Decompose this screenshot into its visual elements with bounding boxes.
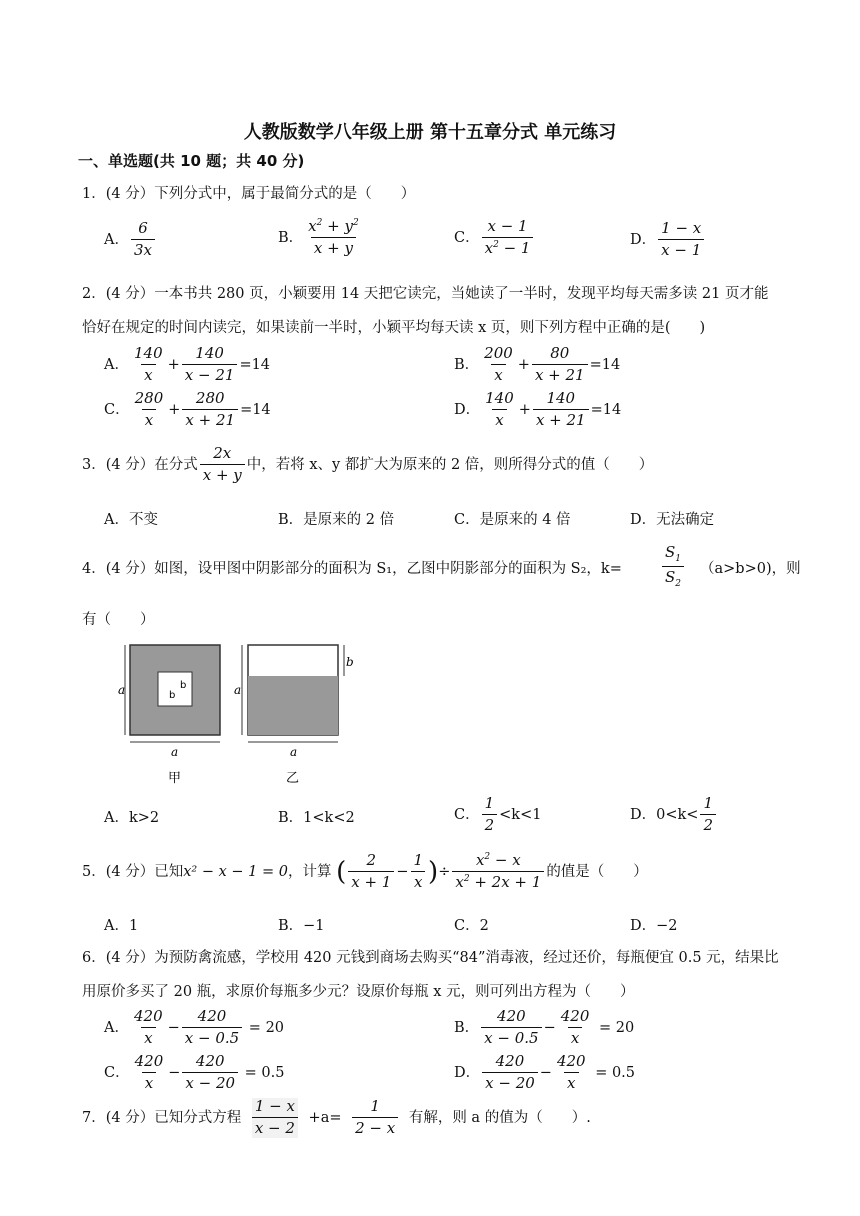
question-2-line1: 2．(4 分）一本书共 280 页，小颖要用 14 天把它读完，当她读了一半时，发现平均每天需多读 21 页才能 [82, 286, 769, 302]
question-4-line2: 有（ ） [82, 612, 155, 628]
q6-option-c: C． $\frac{420}{x}$ − $\frac{420}{x - 20}$ = 0.5 [104, 1052, 285, 1093]
question-6-line2: 用原价多买了 20 瓶，求原价每瓶多少元？设原价每瓶 x 元，则可列出方程为（ ） [82, 984, 635, 1000]
jia-caption: 甲 [168, 771, 182, 786]
q4-option-a: A．k>2 [104, 810, 160, 826]
q6-option-a: A． $\frac{420}{x}$ − $\frac{420}{x - 0.5}$ = 20 [104, 1007, 285, 1048]
q1-option-d: D． $\frac{1 - x}{x - 1}$ [630, 220, 706, 260]
question-6-line1: 6．(4 分）为预防禽流感，学校用 420 元钱到商场去购买“84”消毒液，经过还价，每瓶便宜 0.5 元，结果比 [82, 950, 779, 966]
yi-label-b: b [346, 655, 354, 669]
q4-figure [120, 640, 380, 790]
page-title: 人教版数学八年级上册 第十五章分式 单元练习 [243, 122, 617, 143]
q4-option-d: D．0<k< $\frac{1}{2}$ [630, 795, 718, 835]
q4-condition: （a>b>0)，则 [700, 561, 801, 577]
q1-option-a: A． $\frac{6}{3x}$ [104, 220, 157, 260]
q5-option-c: C．2 [454, 918, 489, 934]
question-4-line1: 4．(4 分）如图，设甲图中阴影部分的面积为 S₁，乙图中阴影部分的面积为 S₂，k= [82, 561, 622, 577]
question-3-stem: 3．(4 分）在分式 $\frac{2x}{x + y}$ 中，若将 x、y 都扩大为原来的 2 倍，则所得分式的值（ ） [82, 444, 654, 485]
q4-option-b: B．1<k<2 [278, 810, 355, 826]
question-1-stem: 1．(4 分）下列分式中，属于最简分式的是（ ） [82, 186, 416, 202]
yi-caption: 乙 [286, 771, 300, 786]
q3-option-c: C．是原来的 4 倍 [454, 512, 571, 528]
yi-label-a-vertical: a [234, 683, 242, 697]
jia-label-b-left: b [169, 690, 176, 701]
q2-option-b: B． $\frac{200}{x}$ + $\frac{80}{x + 21}$ =14 [454, 344, 621, 385]
yi-shaded-region [248, 676, 338, 735]
section-heading: 一、单选题(共 10 题；共 40 分) [78, 152, 305, 170]
q5-option-a: A．1 [104, 918, 139, 934]
question-2-line2: 恰好在规定的时间内读完，如果读前一半时，小颖平均每天读 x 页，则下列方程中正确的是( ) [82, 320, 706, 336]
q1-option-b: B． $\frac{x^2 + y^2}{x + y}$ [278, 217, 359, 258]
q3-option-b: B．是原来的 2 倍 [278, 512, 395, 528]
q6-option-d: D． $\frac{420}{x - 20}$ − $\frac{420}{x}$ = 0.5 [454, 1052, 636, 1093]
q4-option-c: C． $\frac{1}{2}$ <k<1 [454, 794, 542, 835]
yi-label-a-horizontal: a [290, 745, 298, 759]
jia-label-b-right: b [180, 680, 187, 691]
q1-option-c: C． $\frac{x - 1}{x^2 - 1}$ [454, 218, 535, 258]
q5-option-b: B．−1 [278, 918, 325, 934]
question-5-stem: 5．(4 分）已知x² − x − 1 = 0，计算 ( $\frac{2}{x + 1}$ − $\frac{1}{x}$ )÷ $\frac{x^2 - x}{x^2 + 2x + 1}$ 的值是（ ） [82, 851, 648, 892]
jia-label-a-horizontal: a [171, 745, 179, 759]
q6-option-b: B． $\frac{420}{x - 0.5}$ − $\frac{420}{x}$ = 20 [454, 1007, 635, 1048]
q4-k-fraction: $\frac{S_1}{S_2}$ [660, 544, 686, 590]
q2-option-d: D． $\frac{140}{x}$ + $\frac{140}{x + 21}$ =14 [454, 389, 622, 430]
q3-option-d: D．无法确定 [630, 512, 715, 528]
q2-option-a: A． $\frac{140}{x}$ + $\frac{140}{x - 21}$ =14 [104, 344, 271, 385]
jia-label-a-vertical: a [118, 683, 126, 697]
question-7-stem: 7．(4 分）已知分式方程 $\frac{1 - x}{x - 2}$ +a= $\frac{1}{2 - x}$ 有解，则 a 的值为（ ）. [82, 1097, 591, 1138]
q3-option-a: A．不变 [104, 512, 158, 528]
q5-option-d: D．−2 [630, 918, 678, 934]
q2-option-c: C． $\frac{280}{x}$ + $\frac{280}{x + 21}$ =14 [104, 389, 271, 430]
